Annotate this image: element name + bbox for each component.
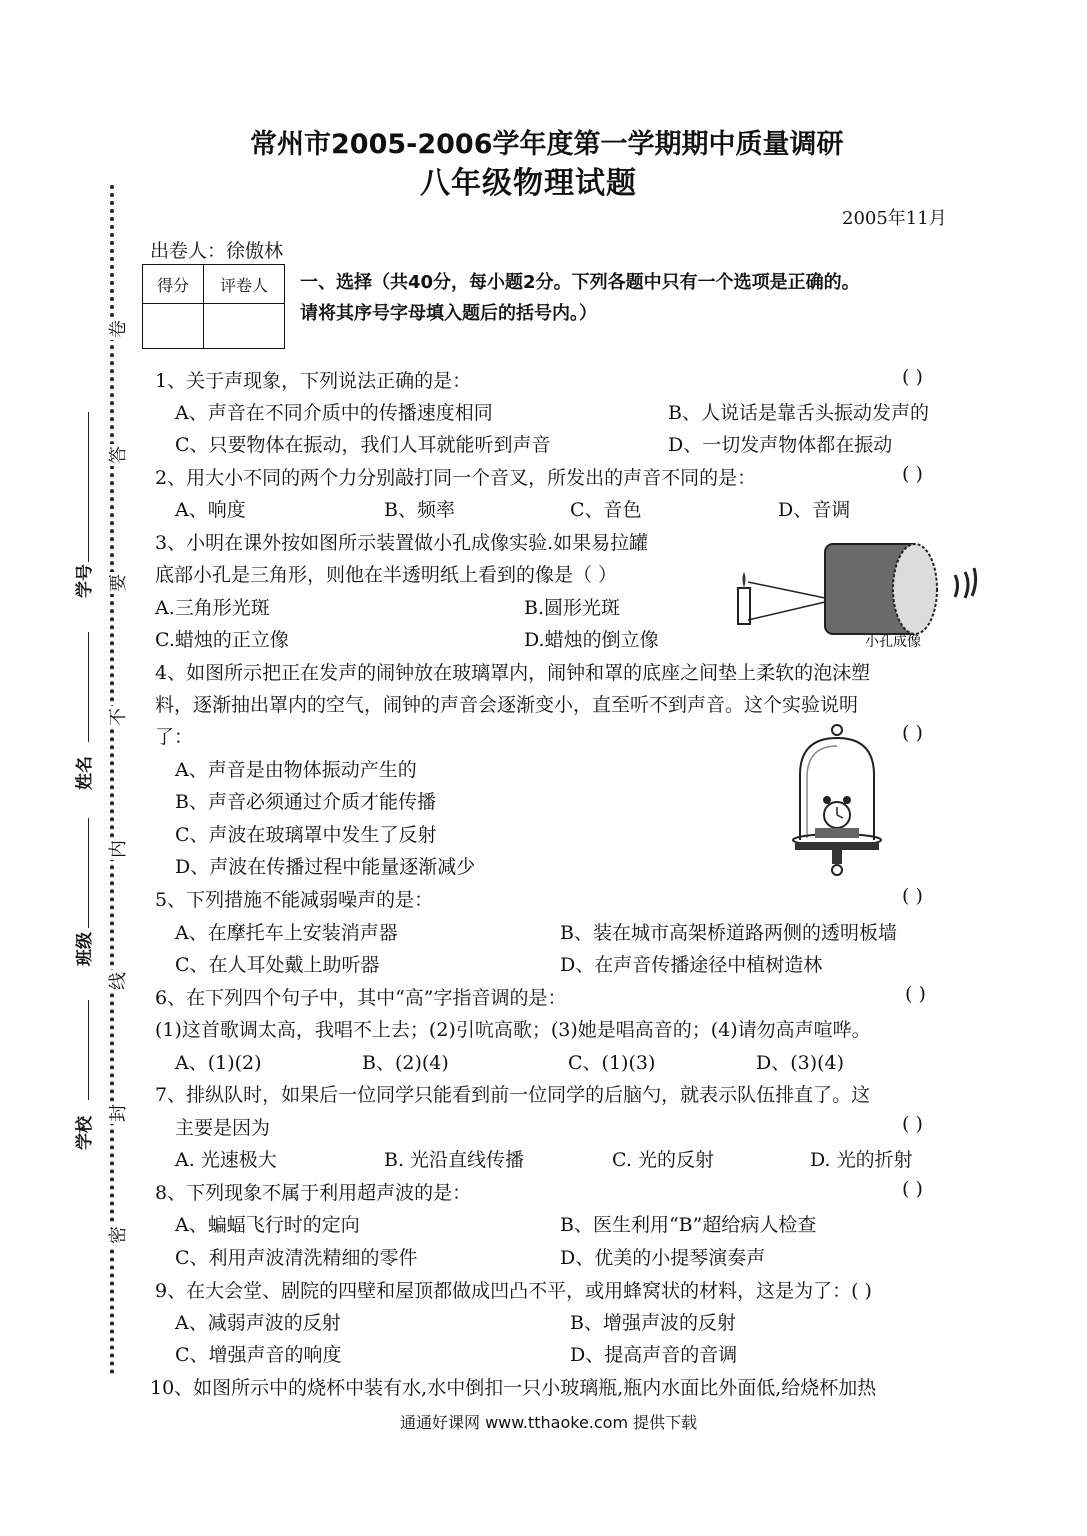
q8-stem: 8、下列现象不属于利用超声波的是： [155, 1182, 472, 1204]
grader-cell[interactable] [204, 304, 285, 349]
class-underline [88, 818, 89, 928]
q7-option-d: D. 光的折射 [810, 1149, 913, 1171]
q2-stem: 2、用大小不同的两个力分别敲打同一个音叉，所发出的声音不同的是： [155, 467, 757, 489]
q6-option-b: B、(2)(4) [362, 1052, 449, 1074]
q6-stem: 6、在下列四个句子中，其中“高”字指音调的是： [155, 987, 567, 1009]
q4-option-c: C、声波在玻璃罩中发生了反射 [175, 824, 437, 846]
q2-option-d: D、音调 [778, 499, 851, 521]
q3-option-a: A.三角形光斑 [155, 597, 270, 619]
q8-option-a: A、蝙蝠飞行时的定向 [175, 1214, 360, 1236]
student-id-label: 学号 [75, 564, 95, 598]
page-footer: 通通好课网 www.tthaoke.com 提供下载 [400, 1413, 698, 1432]
seal-char: 答 [104, 444, 130, 466]
q4-option-a: A、声音是由物体振动产生的 [175, 759, 417, 781]
q6-answer-paren[interactable]: ( ) [905, 983, 926, 1005]
q9-option-d: D、提高声音的音调 [570, 1344, 738, 1366]
q4-stem-line3: 了： [155, 726, 194, 748]
seal-dotted-line [110, 185, 114, 1375]
seal-char: 卷 [104, 318, 130, 340]
q5-option-a: A、在摩托车上安装消声器 [175, 922, 398, 944]
q4-stem-line1: 4、如图所示把正在发声的闹钟放在玻璃罩内，闹钟和罩的底座之间垫上柔软的泡沫塑 [155, 662, 871, 684]
exam-subtitle: 八年级物理试题 [420, 166, 637, 201]
q9-option-c: C、增强声音的响度 [175, 1344, 342, 1366]
q7-answer-paren[interactable]: ( ) [902, 1113, 923, 1135]
q5-answer-paren[interactable]: ( ) [902, 885, 923, 907]
score-cell[interactable] [143, 304, 204, 349]
q7-option-c: C. 光的反射 [612, 1149, 714, 1171]
q9-option-b: B、增强声波的反射 [570, 1312, 736, 1334]
q2-option-a: A、响度 [175, 499, 246, 521]
q4-option-b: B、声音必须通过介质才能传播 [175, 791, 436, 813]
score-table [142, 264, 285, 349]
seal-char: 不 [104, 706, 130, 728]
class-label: 班级 [75, 932, 95, 966]
q3-stem-line2: 底部小孔是三角形，则他在半透明纸上看到的像是（ ） [155, 564, 618, 586]
name-label: 姓名 [75, 756, 95, 790]
seal-char: 封 [104, 1102, 130, 1124]
q5-option-d: D、在声音传播途径中植树造林 [560, 954, 823, 976]
q1-option-c: C、只要物体在振动，我们人耳就能听到声音 [175, 434, 551, 456]
q2-option-b: B、频率 [384, 499, 455, 521]
exam-date: 2005年11月 [842, 208, 947, 229]
q1-option-b: B、人说话是靠舌头振动发声的 [668, 402, 929, 424]
seal-char: 线 [104, 970, 130, 992]
q7-stem-line2: 主要是因为 [175, 1117, 271, 1139]
q7-stem-line1: 7、排纵队时，如果后一位同学只能看到前一位同学的后脑勺，就表示队伍排直了。这 [155, 1084, 871, 1106]
q8-option-c: C、利用声波清洗精细的零件 [175, 1247, 418, 1269]
score-header: 得分 [143, 265, 204, 304]
q10-stem: 10、如图所示中的烧杯中装有水,水中倒扣一只小玻璃瓶,瓶内水面比外面低,给烧杯加热 [150, 1377, 877, 1399]
name-underline [88, 632, 89, 742]
q8-answer-paren[interactable]: ( ) [902, 1178, 923, 1200]
q8-option-b: B、医生利用“B”超给病人检查 [560, 1214, 817, 1236]
pinhole-figure-caption: 小孔成像 [865, 634, 921, 650]
q1-stem: 1、关于声现象，下列说法正确的是： [155, 370, 472, 392]
q4-stem-line2: 料，逐渐抽出罩内的空气，闹钟的声音会逐渐变小，直至听不到声音。这个实验说明 [155, 694, 859, 716]
q6-sentences: (1)这首歌调太高，我唱不上去；(2)引吭高歌；(3)她是唱高音的；(4)请勿高声喧哗。 [155, 1019, 871, 1041]
q3-option-b: B.圆形光斑 [524, 597, 621, 619]
section-heading [300, 268, 860, 329]
section-heading-line1: 一、选择（共40分，每小题2分。下列各题中只有一个选项是正确的。 [300, 272, 860, 293]
q1-option-a: A、声音在不同介质中的传播速度相同 [175, 402, 493, 424]
pinhole-camera-figure [730, 520, 1000, 650]
exam-author: 出卷人：徐傲林 [150, 240, 284, 262]
section-heading-line2: 请将其序号字母填入题后的括号内。） [300, 303, 597, 324]
q3-option-c: C.蜡烛的正立像 [155, 629, 289, 651]
q9-option-a: A、减弱声波的反射 [175, 1312, 341, 1334]
bell-jar-figure [785, 720, 895, 880]
q5-option-b: B、装在城市高架桥道路两侧的透明板墙 [560, 922, 897, 944]
q1-answer-paren[interactable]: ( ) [902, 366, 923, 388]
seal-char: 内 [104, 838, 130, 860]
q8-option-d: D、优美的小提琴演奏声 [560, 1247, 766, 1269]
q6-option-c: C、(1)(3) [568, 1052, 656, 1074]
q5-option-c: C、在人耳处戴上助听器 [175, 954, 380, 976]
q5-stem: 5、下列措施不能减弱噪声的是： [155, 889, 434, 911]
seal-char: 要 [104, 572, 130, 594]
q7-option-b: B. 光沿直线传播 [384, 1149, 525, 1171]
q2-option-c: C、音色 [570, 499, 642, 521]
q6-option-a: A、(1)(2) [175, 1052, 262, 1074]
q7-option-a: A. 光速极大 [175, 1149, 277, 1171]
q4-option-d: D、声波在传播过程中能量逐渐减少 [175, 856, 476, 878]
school-underline [88, 1000, 89, 1100]
q9-stem: 9、在大会堂、剧院的四壁和屋顶都做成凹凸不平，或用蜂窝状的材料，这是为了：( ) [155, 1280, 872, 1302]
grader-header: 评卷人 [204, 265, 285, 304]
student-id-underline [88, 412, 89, 562]
exam-title: 常州市2005-2006学年度第一学期期中质量调研 [250, 129, 844, 160]
school-label: 学校 [75, 1116, 95, 1150]
q2-answer-paren[interactable]: ( ) [902, 463, 923, 485]
q3-stem-line1: 3、小明在课外按如图所示装置做小孔成像实验.如果易拉罐 [155, 532, 649, 554]
q4-answer-paren[interactable]: ( ) [902, 722, 923, 744]
seal-char: 密 [104, 1224, 130, 1246]
q1-option-d: D、一切发声物体都在振动 [668, 434, 893, 456]
q3-option-d: D.蜡烛的倒立像 [524, 629, 659, 651]
q6-option-d: D、(3)(4) [756, 1052, 845, 1074]
